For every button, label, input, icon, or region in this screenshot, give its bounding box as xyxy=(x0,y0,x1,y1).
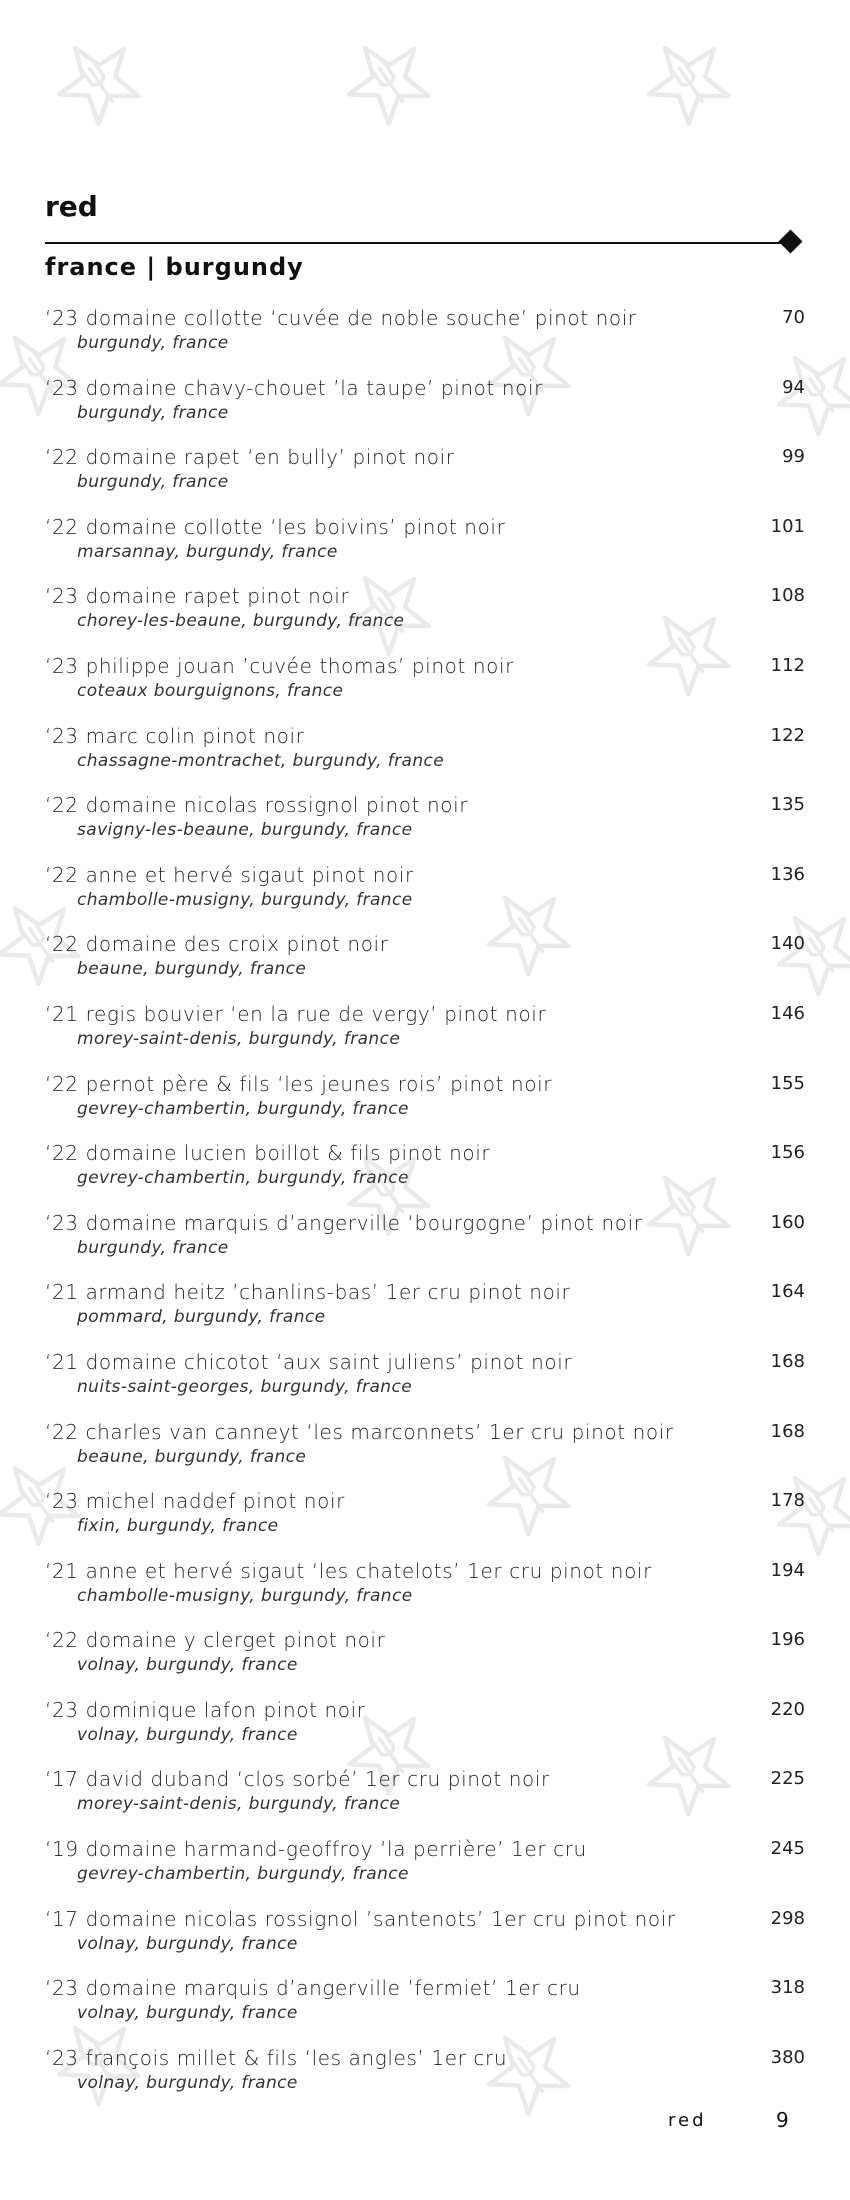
section-title: red xyxy=(45,190,98,223)
wine-price: 168 xyxy=(770,1420,805,1442)
wine-region: chorey-les-beaune, burgundy, france xyxy=(77,611,405,632)
wine-region: volnay, burgundy, france xyxy=(77,2072,298,2093)
wine-region: gevrey-chambertin, burgundy, france xyxy=(77,1168,409,1189)
wine-list-item xyxy=(45,1277,805,1347)
wine-list-item xyxy=(45,1069,805,1139)
wine-region: burgundy, france xyxy=(77,1237,229,1258)
wine-list-item xyxy=(45,1208,805,1278)
wine-list xyxy=(45,303,805,2112)
divider-diamond-ornament xyxy=(778,229,802,253)
wine-region: marsannay, burgundy, france xyxy=(77,541,338,562)
wine-region: fixin, burgundy, france xyxy=(77,1516,279,1537)
wine-region: chambolle-musigny, burgundy, france xyxy=(77,1585,413,1606)
wine-region: volnay, burgundy, france xyxy=(77,2003,298,2024)
wine-price: 70 xyxy=(782,307,805,328)
wine-region: burgundy, france xyxy=(77,333,229,353)
wine-region: volnay, burgundy, france xyxy=(77,1655,298,1676)
wine-region: beaune, burgundy, france xyxy=(77,1446,307,1467)
restaurant-guru-watermark xyxy=(11,1,220,210)
wine-price: 108 xyxy=(770,585,805,607)
wine-region: morey-saint-denis, burgundy, france xyxy=(77,1028,401,1049)
star-fork-icon xyxy=(35,18,160,143)
wine-region: beaune, burgundy, france xyxy=(77,959,307,980)
wine-name: ‘23 domaine chavy-chouet ’la taupe’ pinot noir xyxy=(45,375,543,400)
wine-price: 220 xyxy=(770,1698,805,1720)
wine-region: burgundy, france xyxy=(77,402,229,423)
wine-name: ‘23 domaine marquis d’angerville ‘bourgogne’ pinot noir xyxy=(45,1210,643,1235)
wine-name: ‘22 anne et hervé sigaut pinot noir xyxy=(45,862,414,887)
wine-list-item xyxy=(45,1138,805,1208)
restaurant-guru-watermark xyxy=(301,1,510,210)
wine-region: volnay, burgundy, france xyxy=(77,1933,298,1954)
wine-name: ‘22 domaine nicolas rossignol pinot noir xyxy=(45,793,469,818)
wine-name: ‘23 domaine marquis d’angerville ’fermiet’ 1er cru xyxy=(45,1976,581,2001)
wine-list-item xyxy=(45,1486,805,1556)
wine-list-item xyxy=(45,442,805,512)
wine-list-item xyxy=(45,1834,805,1904)
wine-price: 136 xyxy=(770,863,805,885)
wine-name: ‘22 pernot père & fils ‘les jeunes rois’ pinot noir xyxy=(45,1071,553,1096)
wine-name: ‘23 philippe jouan ’cuvée thomas’ pinot noir xyxy=(45,653,514,678)
wine-name: ‘23 françois millet & fils ‘les angles’ 1er cru xyxy=(45,2045,508,2070)
wine-name: ‘21 armand heitz ’chanlins-bas’ 1er cru pinot noir xyxy=(45,1280,571,1305)
wine-region: chassagne-montrachet, burgundy, france xyxy=(77,750,445,771)
wine-name: ‘22 domaine y clerget pinot noir xyxy=(45,1628,386,1653)
wine-region: burgundy, france xyxy=(77,472,229,493)
wine-list-item xyxy=(45,929,805,999)
wine-name: ‘21 domaine chicotot ‘aux saint juliens’ pinot noir xyxy=(45,1349,573,1374)
wine-region: gevrey-chambertin, burgundy, france xyxy=(77,1864,409,1885)
page-number: 9 xyxy=(776,2108,789,2132)
wine-name: ‘19 domaine harmand-geoffroy ‘la perrière’ 1er cru xyxy=(45,1837,587,1862)
wine-name: ‘22 domaine collotte ‘les boivins’ pinot noir xyxy=(45,514,506,539)
wine-name: ‘23 dominique lafon pinot noir xyxy=(45,1697,366,1722)
wine-region: pommard, burgundy, france xyxy=(77,1307,326,1328)
wine-name: ‘22 domaine lucien boillot & fils pinot noir xyxy=(45,1141,491,1166)
wine-price: 196 xyxy=(770,1629,805,1651)
wine-name: ‘21 regis bouvier ‘en la rue de vergy’ pinot noir xyxy=(45,1001,547,1026)
wine-list-item xyxy=(45,651,805,721)
wine-price: 160 xyxy=(770,1211,805,1233)
wine-price: 94 xyxy=(782,376,805,398)
restaurant-guru-watermark xyxy=(601,1,810,210)
wine-region: gevrey-chambertin, burgundy, france xyxy=(77,1098,409,1119)
wine-price: 194 xyxy=(770,1559,805,1581)
wine-price: 99 xyxy=(782,446,805,468)
wine-list-item xyxy=(45,2043,805,2113)
wine-name: ‘22 charles van canneyt ‘les marconnets’ 1er cru pinot noir xyxy=(45,1419,674,1444)
wine-price: 135 xyxy=(770,794,805,816)
wine-list-item xyxy=(45,1973,805,2043)
wine-list-item xyxy=(45,1347,805,1417)
wine-list-item xyxy=(45,303,805,373)
wine-price: 155 xyxy=(770,1072,805,1094)
wine-list-item xyxy=(45,581,805,651)
wine-name: ‘21 anne et hervé sigaut ‘les chatelots’ 1er cru pinot noir xyxy=(45,1558,652,1583)
wine-list-item xyxy=(45,1417,805,1487)
wine-region: coteaux bourguignons, france xyxy=(77,680,344,701)
wine-price: 164 xyxy=(770,1281,805,1303)
wine-list-item xyxy=(45,1695,805,1765)
wine-price: 298 xyxy=(770,1907,805,1929)
wine-price: 112 xyxy=(770,654,805,676)
wine-name: ‘22 domaine rapet ‘en bully’ pinot noir xyxy=(45,445,455,470)
wine-region: morey-saint-denis, burgundy, france xyxy=(77,1794,401,1815)
wine-price: 225 xyxy=(770,1768,805,1790)
footer-section-label: red xyxy=(668,2110,707,2131)
wine-price: 245 xyxy=(770,1838,805,1860)
wine-price: 122 xyxy=(770,724,805,746)
wine-list-item xyxy=(45,373,805,443)
wine-region: savigny-les-beaune, burgundy, france xyxy=(77,820,413,841)
wine-name: ‘23 michel naddef pinot noir xyxy=(45,1489,345,1514)
wine-list-item xyxy=(45,860,805,930)
wine-price: 168 xyxy=(770,1350,805,1372)
wine-price: 156 xyxy=(770,1142,805,1164)
wine-list-item xyxy=(45,1556,805,1626)
wine-list-item xyxy=(45,1764,805,1834)
wine-price: 146 xyxy=(770,1002,805,1024)
wine-list-item xyxy=(45,512,805,582)
wine-name: ‘23 marc colin pinot noir xyxy=(45,723,305,748)
wine-region: volnay, burgundy, france xyxy=(77,1724,298,1745)
wine-region: nuits-saint-georges, burgundy, france xyxy=(77,1376,413,1397)
wine-region: chambolle-musigny, burgundy, france xyxy=(77,889,413,910)
section-divider xyxy=(45,242,787,244)
wine-price: 140 xyxy=(770,933,805,955)
wine-name: ‘23 domaine rapet pinot noir xyxy=(45,584,350,609)
wine-price: 178 xyxy=(770,1490,805,1512)
star-fork-icon xyxy=(625,18,750,143)
wine-list-item xyxy=(45,1904,805,1974)
wine-name: ‘17 david duband ‘clos sorbé’ 1er cru pinot noir xyxy=(45,1767,550,1792)
wine-price: 101 xyxy=(770,515,805,537)
subsection-title: france | burgundy xyxy=(45,253,304,281)
wine-list-item xyxy=(45,999,805,1069)
wine-name: ‘22 domaine des croix pinot noir xyxy=(45,932,389,957)
wine-price: 318 xyxy=(770,1977,805,1999)
wine-name: ‘23 domaine collotte ‘cuvée de noble souche’ pinot noir xyxy=(45,306,637,330)
wine-list-item xyxy=(45,790,805,860)
wine-name: ‘17 domaine nicolas rossignol ’santenots’ 1er cru pinot noir xyxy=(45,1906,676,1931)
star-fork-icon xyxy=(325,18,450,143)
wine-list-item xyxy=(45,721,805,791)
wine-list-item xyxy=(45,1625,805,1695)
wine-price: 380 xyxy=(770,2046,805,2068)
